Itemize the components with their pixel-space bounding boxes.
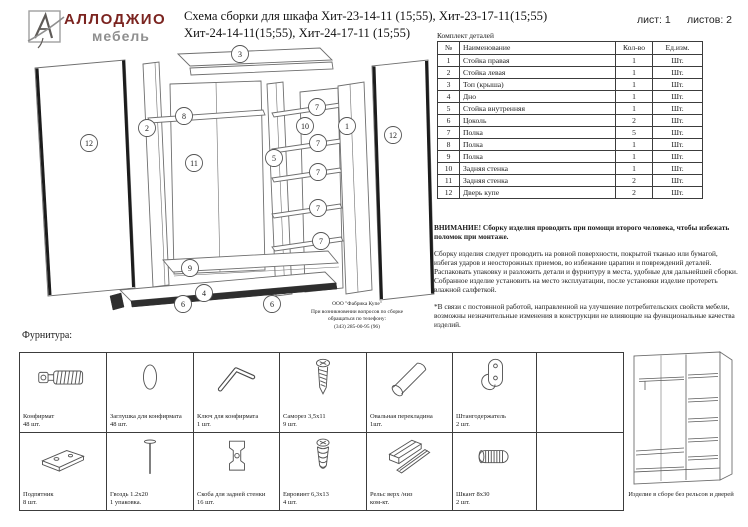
hardware-item-qty: 8 шт. bbox=[23, 499, 37, 506]
rod-holder-icon bbox=[467, 354, 523, 402]
cell-name: Полка bbox=[460, 139, 616, 151]
cell-unit: Шт. bbox=[653, 67, 703, 79]
hardware-item-name: Заглушка для конфирмата bbox=[110, 413, 182, 420]
title-line-2: Хит-24-14-11(15;55), Хит-24-17-11 (15;55) bbox=[184, 25, 411, 40]
hardware-row-1 bbox=[20, 353, 624, 433]
cell-qty: 5 bbox=[616, 127, 653, 139]
hex-key-icon bbox=[209, 354, 265, 402]
cell-name: Полка bbox=[460, 151, 616, 163]
sheets-total: листов: 2 bbox=[687, 14, 733, 26]
hardware-item-name: Штангодержатель bbox=[456, 413, 506, 420]
cell-name: Стойка правая bbox=[460, 55, 616, 67]
cell-num: 10 bbox=[438, 163, 460, 175]
support-note-line2: обращаться по телефону: bbox=[328, 316, 386, 323]
rail-icon bbox=[382, 434, 438, 482]
confirmat-cap-icon bbox=[122, 354, 178, 402]
hardware-item-qty: 4 шт. bbox=[283, 499, 297, 506]
hardware-item-qty: ком-кт. bbox=[370, 499, 390, 506]
hardware-item-qty: 2 шт. bbox=[456, 421, 470, 428]
hardware-item-qty: 1 упаковка. bbox=[110, 499, 142, 506]
cell-name: Задняя стенка bbox=[460, 175, 616, 187]
cell-qty: 2 bbox=[616, 115, 653, 127]
cell-num: 12 bbox=[438, 187, 460, 199]
hardware-item bbox=[107, 433, 194, 511]
table-row bbox=[438, 127, 703, 139]
callout-7-3 bbox=[310, 164, 327, 181]
nail-icon bbox=[122, 434, 178, 482]
note-paragraph-1: Сборку изделия следует проводить на ровной поверхности, покрытой тканью или бумагой, избегая ударов и неосторожных приемов, во избежание царапин и повреждений деталей. bbox=[434, 249, 718, 268]
callout-11 bbox=[186, 155, 203, 172]
cell-qty: 2 bbox=[616, 175, 653, 187]
euro-screw-icon bbox=[295, 434, 351, 482]
svg-text:4: 4 bbox=[202, 288, 206, 298]
svg-text:2: 2 bbox=[145, 123, 149, 133]
cell-name: Полка bbox=[460, 127, 616, 139]
self-tapping-screw-icon bbox=[295, 354, 351, 402]
cell-name: Задняя стенка bbox=[460, 163, 616, 175]
cell-unit: Шт. bbox=[653, 175, 703, 187]
svg-text:3: 3 bbox=[238, 49, 242, 59]
hardware-item bbox=[20, 353, 107, 433]
callout-9 bbox=[182, 260, 199, 277]
col-header-qty: Кол-во bbox=[616, 42, 653, 55]
callout-6-left bbox=[175, 296, 192, 313]
assembled-wardrobe-drawing bbox=[628, 348, 746, 490]
back-panel-bracket-icon bbox=[209, 434, 265, 482]
callout-7-2 bbox=[310, 135, 327, 152]
cell-num: 6 bbox=[438, 115, 460, 127]
callout-4 bbox=[196, 285, 213, 302]
hardware-item-qty: 9 шт. bbox=[283, 421, 297, 428]
hardware-item bbox=[194, 433, 280, 511]
support-note-line1: При возникновении вопросов по сборке bbox=[310, 308, 404, 315]
cell-unit: Шт. bbox=[653, 151, 703, 163]
hardware-item bbox=[367, 353, 453, 433]
hardware-row-2 bbox=[20, 433, 624, 511]
cell-qty: 2 bbox=[616, 187, 653, 199]
cell-qty: 1 bbox=[616, 151, 653, 163]
manufacturer-name: ООО "Фабрика Купе" bbox=[332, 301, 382, 307]
cell-unit: Шт. bbox=[653, 127, 703, 139]
hardware-item bbox=[20, 433, 107, 511]
foot-pad-icon bbox=[35, 434, 91, 482]
table-row bbox=[438, 139, 703, 151]
callout-7-5 bbox=[313, 233, 330, 250]
cell-unit: Шт. bbox=[653, 91, 703, 103]
table-row bbox=[438, 103, 703, 115]
table-row bbox=[438, 115, 703, 127]
cell-qty: 1 bbox=[616, 139, 653, 151]
callout-8 bbox=[176, 108, 193, 125]
manufacturer-note bbox=[272, 301, 442, 331]
cell-name: Топ (крыша) bbox=[460, 79, 616, 91]
hardware-item bbox=[194, 353, 280, 433]
cell-num: 3 bbox=[438, 79, 460, 91]
table-row bbox=[438, 55, 703, 67]
sheet-number: лист: 1 bbox=[637, 14, 671, 26]
cell-qty: 1 bbox=[616, 79, 653, 91]
cell-qty: 1 bbox=[616, 55, 653, 67]
right-stand bbox=[338, 82, 372, 294]
right-door bbox=[372, 60, 434, 300]
hardware-item-name: Евровинт 6,3х13 bbox=[283, 491, 329, 498]
brand-subtitle: мебель bbox=[92, 28, 150, 44]
hardware-section-title: Фурнитура: bbox=[22, 330, 73, 341]
cell-num: 4 bbox=[438, 91, 460, 103]
hardware-item bbox=[453, 433, 537, 511]
table-row bbox=[438, 175, 703, 187]
page-title bbox=[184, 8, 579, 41]
note-paragraph-2: Распаковать упаковку и разложить детали и фурнитуру в места, удобные для дальнейшей сборки. bbox=[434, 267, 738, 277]
hardware-item-name: Подпятник bbox=[23, 491, 54, 498]
svg-text:7: 7 bbox=[319, 236, 323, 246]
svg-text:8: 8 bbox=[182, 111, 186, 121]
hardware-item-name: Конфирмат bbox=[23, 413, 55, 420]
cell-unit: Шт. bbox=[653, 115, 703, 127]
svg-text:5: 5 bbox=[272, 153, 276, 163]
title-line-1: Схема сборки для шкафа Хит-23-14-11 (15;55), Хит-23-17-11(15;55) bbox=[184, 9, 548, 23]
cell-num: 5 bbox=[438, 103, 460, 115]
hardware-item bbox=[453, 353, 537, 433]
callout-12-left bbox=[81, 135, 98, 152]
hardware-item-name: Скоба для задней стенки bbox=[197, 491, 266, 498]
cell-name: Стойка внутренняя bbox=[460, 103, 616, 115]
cell-name: Дно bbox=[460, 91, 616, 103]
left-door bbox=[35, 60, 135, 296]
table-row bbox=[438, 67, 703, 79]
hardware-item-qty: 48 шт. bbox=[110, 421, 128, 428]
note-paragraph-4: *В связи с постоянной работой, направленной на улучшение потребительских свойств мебели, возможны незначительные изменения в конструкции не влияющие на функциональные качества изделий. bbox=[434, 302, 735, 330]
hardware-item-qty: 16 шт. bbox=[197, 499, 215, 506]
svg-text:7: 7 bbox=[316, 138, 320, 148]
cell-num: 2 bbox=[438, 67, 460, 79]
col-header-num: № bbox=[438, 42, 460, 55]
cell-unit: Шт. bbox=[653, 55, 703, 67]
cell-num: 8 bbox=[438, 139, 460, 151]
hardware-item bbox=[107, 353, 194, 433]
col-header-unit: Ед.изм. bbox=[653, 42, 703, 55]
table-header-row bbox=[438, 42, 703, 55]
svg-text:10: 10 bbox=[301, 121, 309, 131]
cell-name: Дверь купе bbox=[460, 187, 616, 199]
oval-rod-icon bbox=[382, 354, 438, 402]
cell-num: 7 bbox=[438, 127, 460, 139]
parts-table-caption: Комплект деталей bbox=[437, 31, 494, 40]
table-row bbox=[438, 187, 703, 199]
svg-text:7: 7 bbox=[316, 203, 320, 213]
hardware-grid bbox=[19, 352, 624, 511]
hardware-item bbox=[280, 353, 367, 433]
cell-name: Стойка левая bbox=[460, 67, 616, 79]
cell-name: Цоколь bbox=[460, 115, 616, 127]
table-row bbox=[438, 151, 703, 163]
cell-qty: 1 bbox=[616, 91, 653, 103]
brand-name: АЛЛОДЖИО bbox=[64, 11, 167, 28]
col-header-name: Наименование bbox=[460, 42, 616, 55]
hardware-item-qty: 2 шт. bbox=[456, 499, 470, 506]
callout-7-1 bbox=[309, 99, 326, 116]
callout-1 bbox=[339, 118, 356, 135]
hardware-item-name: Овальная перекладина bbox=[370, 413, 433, 420]
hardware-item-name: Ключ для конфирмата bbox=[197, 413, 259, 420]
cell-qty: 1 bbox=[616, 103, 653, 115]
table-row bbox=[438, 79, 703, 91]
hardware-item-qty: 1шт. bbox=[370, 421, 383, 428]
svg-text:6: 6 bbox=[270, 299, 274, 309]
cell-num: 1 bbox=[438, 55, 460, 67]
cell-unit: Шт. bbox=[653, 79, 703, 91]
callout-5 bbox=[266, 150, 283, 167]
svg-text:9: 9 bbox=[188, 263, 192, 273]
svg-text:7: 7 bbox=[316, 167, 320, 177]
svg-text:12: 12 bbox=[85, 138, 93, 148]
svg-text:12: 12 bbox=[389, 130, 397, 140]
hardware-item-name: Рельс верх /низ bbox=[370, 491, 413, 498]
cell-num: 9 bbox=[438, 151, 460, 163]
cell-num: 11 bbox=[438, 175, 460, 187]
cell-unit: Шт. bbox=[653, 139, 703, 151]
hardware-item-qty: 48 шт. bbox=[23, 421, 41, 428]
svg-text:11: 11 bbox=[190, 158, 198, 168]
hardware-empty-cell bbox=[537, 353, 624, 433]
svg-text:6: 6 bbox=[181, 299, 185, 309]
cell-unit: Шт. bbox=[653, 163, 703, 175]
assembly-notes bbox=[434, 223, 742, 329]
hardware-item-name: Гвоздь 1.2х20 bbox=[110, 491, 149, 498]
callout-7-4 bbox=[310, 200, 327, 217]
left-stand bbox=[143, 62, 169, 287]
hardware-item bbox=[367, 433, 453, 511]
callout-3 bbox=[232, 46, 249, 63]
warning-text: ВНИМАНИЕ! Сборку изделия проводить при помощи второго человека, чтобы избежать поломок при монтаже. bbox=[434, 223, 730, 242]
support-phone: (343) 285-00-95 (96) bbox=[334, 323, 380, 330]
hardware-item bbox=[280, 433, 367, 511]
callout-12-right bbox=[385, 127, 402, 144]
cell-qty: 1 bbox=[616, 163, 653, 175]
cell-qty: 1 bbox=[616, 67, 653, 79]
hardware-item-name: Саморез 3,5х11 bbox=[283, 413, 326, 420]
note-paragraph-3: Собранное изделие установить на место эксплуатации, после установки изделие протереть влажной салфеткой. bbox=[434, 276, 718, 295]
cell-unit: Шт. bbox=[653, 103, 703, 115]
hardware-item-name: Шкант 8х30 bbox=[456, 491, 490, 498]
callout-10 bbox=[297, 118, 314, 135]
assembled-view-caption: Изделие в сборе без рельсов и дверей bbox=[628, 491, 734, 498]
callout-2 bbox=[139, 120, 156, 137]
hardware-item-qty: 1 шт. bbox=[197, 421, 211, 428]
parts-table bbox=[437, 41, 703, 199]
table-row bbox=[438, 91, 703, 103]
svg-text:7: 7 bbox=[315, 102, 319, 112]
dowel-icon bbox=[467, 434, 523, 482]
assembly-diagram bbox=[20, 44, 436, 342]
cell-unit: Шт. bbox=[653, 187, 703, 199]
svg-text:1: 1 bbox=[345, 121, 349, 131]
hardware-empty-cell bbox=[537, 433, 624, 511]
confirmat-screw-icon bbox=[35, 354, 91, 402]
table-row bbox=[438, 163, 703, 175]
